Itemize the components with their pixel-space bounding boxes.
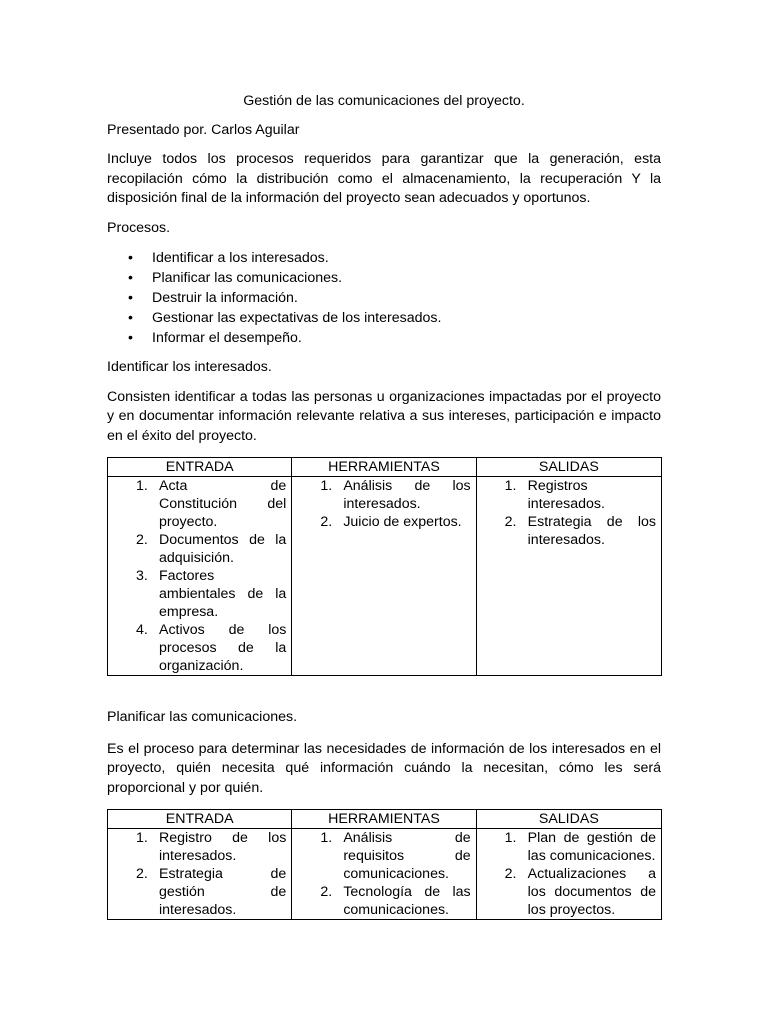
table-header-cell: HERRAMIENTAS xyxy=(292,810,476,829)
table-header-row xyxy=(108,810,662,829)
table-header-row xyxy=(108,458,662,477)
section2-heading: Planificar las comunicaciones. xyxy=(107,709,298,725)
document-content xyxy=(107,92,661,947)
table-header-cell: ENTRADA xyxy=(108,458,292,477)
intro-paragraph: Incluye todos los procesos requeridos para garantizar que la generación, esta recopilación cómo la distribución como el almacenamiento, la recuperación Y la disposición final de la información del proyecto sean adecuados y oportunos. xyxy=(107,151,661,206)
table-header-cell: SALIDAS xyxy=(476,458,661,477)
section1-description: Consisten identificar a todas las personas u organizaciones impactadas por el proyecto y en documentar información relevante relativa a sus intereses, participación e impacto en el éxito del proyecto. xyxy=(107,388,661,444)
list-item: 2. Documentos de la adquisición. xyxy=(136,532,287,566)
list-item: • Gestionar las expectativas de los interesados. xyxy=(107,308,661,328)
table-row xyxy=(108,829,662,920)
list-item: 1. Registros interesados. xyxy=(504,478,605,512)
presenter-line: Presentado por. Carlos Aguilar xyxy=(107,121,300,138)
list-item: • Identificar a los interesados. xyxy=(107,248,661,268)
entrada-cell xyxy=(108,829,292,920)
section2-table xyxy=(107,809,662,920)
salidas-cell xyxy=(476,829,661,920)
list-item: 2. Estrategia de gestión de interesados. xyxy=(136,866,287,918)
salidas-cell xyxy=(476,477,661,676)
list-item: 1. Análisis de los interesados. xyxy=(320,478,471,512)
list-item: 2. Juicio de expertos. xyxy=(320,514,462,530)
herramientas-cell xyxy=(292,477,476,676)
table-header-cell: ENTRADA xyxy=(108,810,292,829)
herramientas-cell xyxy=(292,829,476,920)
document-title: Gestión de las comunicaciones del proyecto. xyxy=(243,93,525,109)
table-header-cell: SALIDAS xyxy=(476,810,661,829)
section1-heading: Identificar los interesados. xyxy=(107,359,272,375)
processes-list xyxy=(107,248,661,348)
list-item: 2. Tecnología de las comunicaciones. xyxy=(320,884,471,918)
list-item: 2. Actualizaciones a los documentos de los proyectos. xyxy=(504,866,656,918)
list-item: 3. Factores ambientales de la empresa. xyxy=(136,568,287,620)
list-item: • Planificar las comunicaciones. xyxy=(107,268,661,288)
list-item: • Informar el desempeño. xyxy=(107,328,661,348)
list-item: 2. Estrategia de los interesados. xyxy=(504,514,656,548)
processes-heading: Procesos. xyxy=(107,219,171,236)
table-header-cell: HERRAMIENTAS xyxy=(292,458,476,477)
table-row xyxy=(108,477,662,676)
list-item: 1. Plan de gestión de las comunicaciones. xyxy=(504,830,656,864)
list-item: 1. Registro de los interesados. xyxy=(136,830,287,864)
section1-table xyxy=(107,457,662,676)
list-item: 1. Acta de Constitución del proyecto. xyxy=(136,478,287,530)
section2-description: Es el proceso para determinar las necesidades de información de los interesados en el proyecto, quién necesita qué información cuándo la necesitan, cómo les será proporcional y por quién. xyxy=(107,740,661,796)
entrada-cell xyxy=(108,477,292,676)
list-item: 1. Análisis de requisitos de comunicaciones. xyxy=(320,830,471,882)
list-item: • Destruir la información. xyxy=(107,288,661,308)
list-item: 4. Activos de los procesos de la organización. xyxy=(136,622,287,674)
